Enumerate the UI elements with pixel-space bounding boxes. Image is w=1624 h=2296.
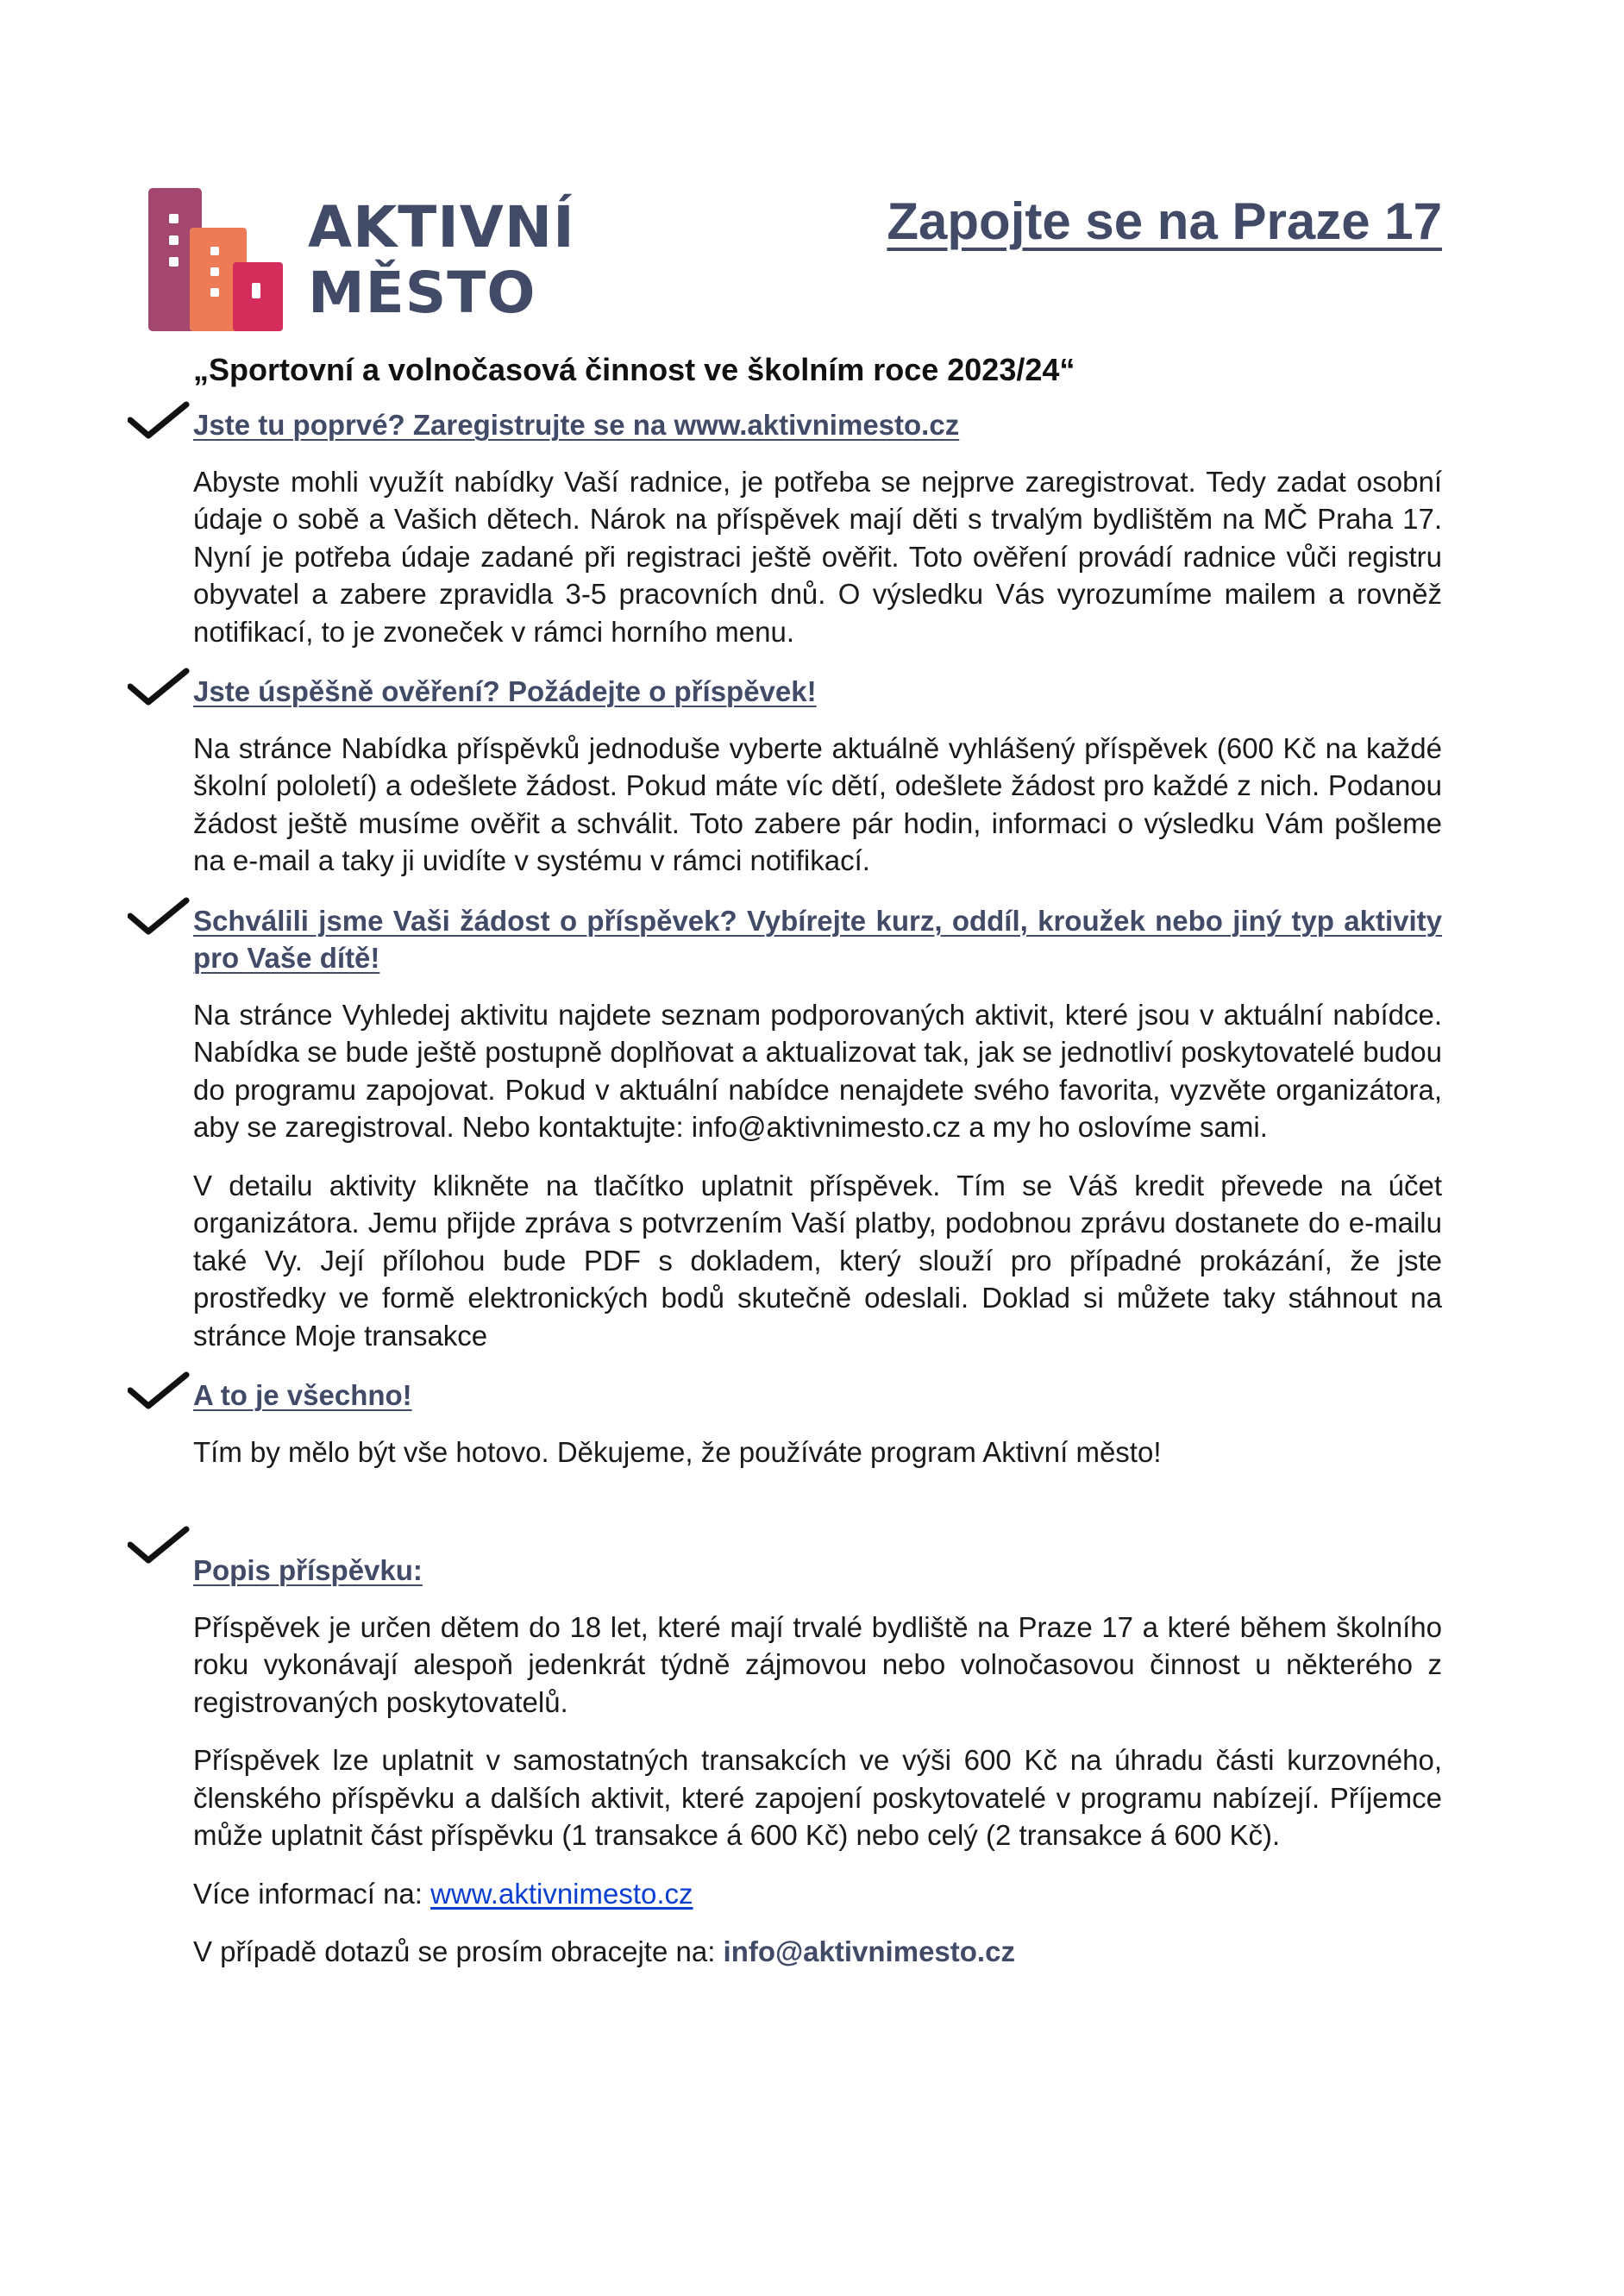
- section-heading-register: Jste tu poprvé? Zaregistrujte se na www.aktivnimesto.cz: [193, 406, 1442, 444]
- document-body: [193, 349, 1442, 1992]
- buildings-logo-icon: [148, 188, 286, 331]
- contact-line: V případě dotazů se prosím obracejte na: info@aktivnimesto.cz: [193, 1935, 1015, 1967]
- section-heading-done: A to je všechno!: [193, 1377, 1442, 1415]
- paragraph: Na stránce Vyhledej aktivitu najdete seznam podporovaných aktivit, které jsou v aktuální nabídce. Nabídka se bude ještě postupně doplňovat a aktualizovat tak, jak se jednotliví poskytovatelé budou do programu zapojovat. Pokud v aktuální nabídce nenajdete svého favorita, vyzvěte organizátora, aby se zaregistroval. Nebo kontaktujte: info@aktivnimesto.cz a my ho oslovíme sami.: [193, 998, 1442, 1143]
- logo-line2: MĚSTO: [308, 260, 536, 326]
- section-heading-verified: Jste úspěšně ověření? Požádejte o příspěvek!: [193, 673, 1442, 711]
- website-link[interactable]: www.aktivnimesto.cz: [430, 1877, 693, 1910]
- section-heading-approved: Schválili jsme Vaši žádost o příspěvek? Vybírejte kurz, oddíl, kroužek nebo jiný typ aktivity pro Vaše dítě!: [193, 902, 1442, 977]
- paragraph: V detailu aktivity klikněte na tlačítko uplatnit příspěvek. Tím se Váš kredit převede na účet organizátora. Jemu přijde zpráva s potvrzením Vaší platby, podobnou zprávu dostanete do e-mailu také Vy. Její přílohou bude PDF s dokladem, který slouží pro případné prokázání, že jste prostředky ve formě elektronických bodů skutečně odeslali. Doklad si můžete taky stáhnout na stránce Moje transakce: [193, 1169, 1442, 1352]
- paragraph: Na stránce Nabídka příspěvků jednoduše vyberte aktuálně vyhlášený příspěvek (600 Kč na každé školní pololetí) a odešlete žádost. Pokud máte víc dětí, odešlete žádost pro každé z nich. Podanou žádost ještě musíme ověřit a schválit. Toto zabere pár hodin, informaci o výsledku Vám pošleme na e-mail a taky ji uvidíte v systému v rámci notifikací.: [193, 731, 1442, 876]
- contact-email[interactable]: info@aktivnimesto.cz: [723, 1935, 1015, 1967]
- spacer: [193, 1493, 1442, 1552]
- paragraph: Abyste mohli využít nabídky Vaší radnice, je potřeba se nejprve zaregistrovat. Tedy zadat osobní údaje o sobě a Vašich dětech. Nárok na příspěvek mají děti s trvalým bydlištěm na MČ Praha 17. Nyní je potřeba údaje zadané při registraci ještě ověřit. Toto ověření provádí radnice vůči registru obyvatel a zabere zpravidla 3-5 pracovních dnů. O výsledku Vás vyrozumíme mailem a rovněž notifikací, to je zvoneček v rámci horního menu.: [193, 465, 1442, 648]
- more-info-line: Více informací na: www.aktivnimesto.cz: [193, 1877, 693, 1910]
- checkmark-icon: [128, 401, 190, 441]
- logo: [148, 188, 575, 335]
- checkmark-icon: [128, 1526, 190, 1565]
- logo-line1: AKTIVNÍ: [308, 194, 575, 260]
- checkmark-icon: [128, 1371, 190, 1411]
- logo-wordmark: [308, 195, 575, 326]
- subtitle: „Sportovní a volnočasová činnost ve školním roce 2023/24“: [193, 352, 1075, 387]
- page-title: Zapojte se na Praze 17: [887, 192, 1442, 250]
- paragraph: Tím by mělo být vše hotovo. Děkujeme, že používáte program Aktivní město!: [193, 1435, 1162, 1468]
- checkmark-icon: [128, 668, 190, 707]
- checkmark-icon: [128, 897, 190, 937]
- paragraph: Příspěvek lze uplatnit v samostatných transakcích ve výši 600 Kč na úhradu části kurzovného, členského příspěvku a dalších aktivit, které zapojení poskytovatelé v programu nabízejí. Příjemce může uplatnit část příspěvku (1 transakce á 600 Kč) nebo celý (2 transakce á 600 Kč).: [193, 1744, 1442, 1851]
- paragraph: Příspěvek je určen dětem do 18 let, které mají trvalé bydliště na Praze 17 a které během školního roku vykonávají alespoň jedenkrát týdně zájmovou nebo volnočasovou činnost u některého z registrovaných poskytovatelů.: [193, 1610, 1442, 1718]
- section-heading-description: Popis příspěvku:: [193, 1552, 1442, 1590]
